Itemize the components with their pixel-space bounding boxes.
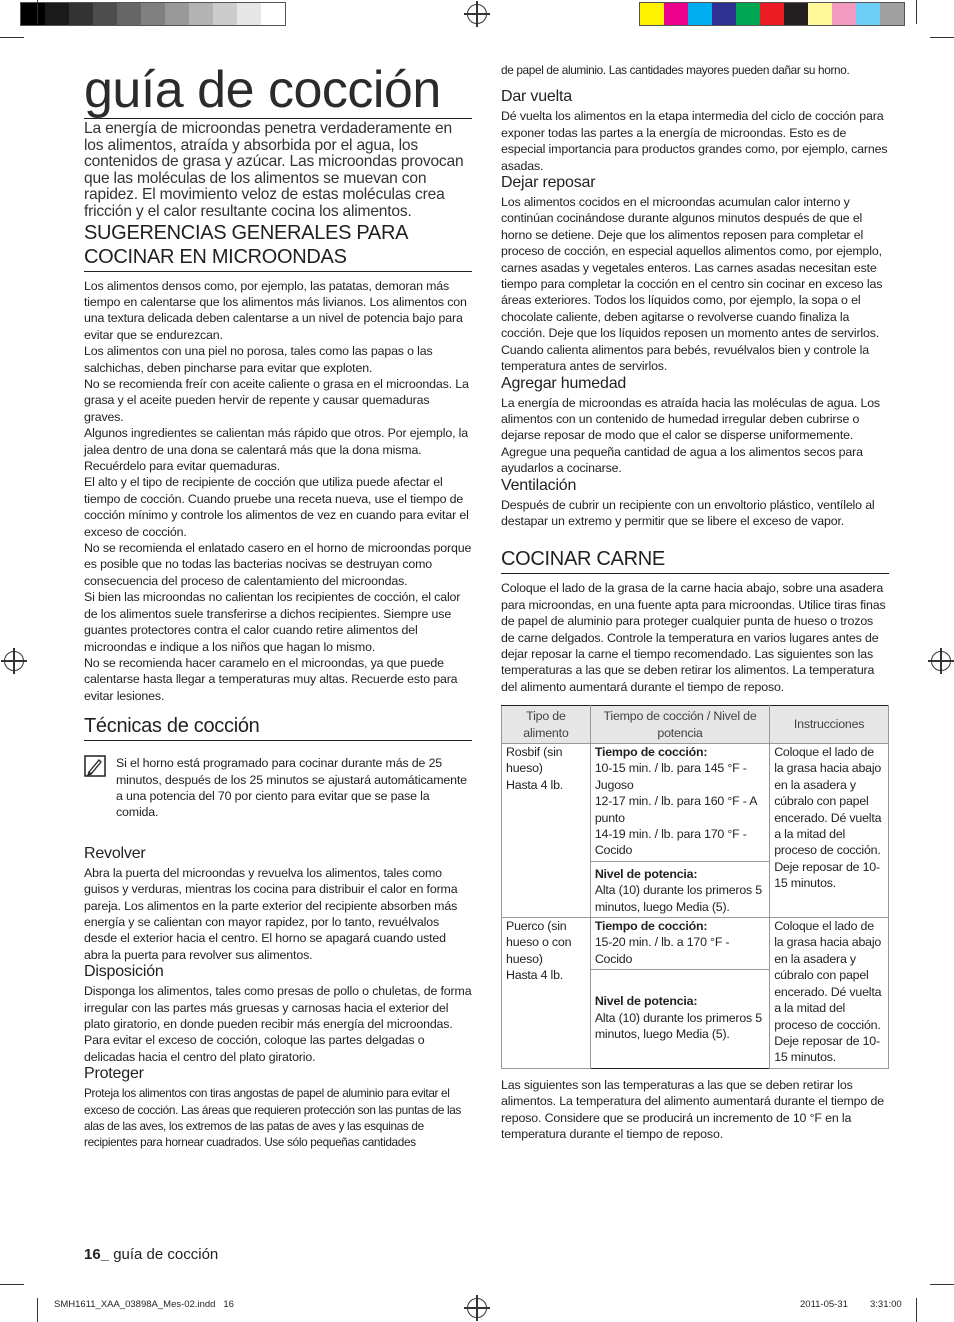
crop-mark bbox=[37, 0, 38, 24]
proteger-continued-text: de papel de aluminio. Las cantidades mayores pueden dañar su horno. bbox=[501, 63, 850, 77]
general-paragraph: Los alimentos densos como, por ejemplo, las patatas, demoran más tiempo en calentarse que los alimentos más livianos. Los alimentos con una textura delicada deben calentarse a un nivel de potencia bajo para evitar que se endurezcan. bbox=[84, 278, 467, 342]
calibration-swatch bbox=[237, 3, 261, 25]
dejar-reposar-heading: Dejar reposar bbox=[501, 174, 596, 192]
general-tips-body bbox=[84, 278, 472, 705]
calibration-swatch bbox=[856, 3, 880, 25]
left-column bbox=[84, 62, 472, 1151]
time-value: 15-20 min. / lb. a 170 °F - Cocido bbox=[594, 935, 730, 966]
power-value: Alta (10) durante los primeros 5 minutos, luego Media (5). bbox=[594, 1010, 762, 1042]
calibration-swatch bbox=[189, 3, 213, 25]
calibration-swatch bbox=[640, 3, 664, 25]
meat-intro: Coloque el lado de la grasa de la carne hacia abajo, sobre una asadera para microondas, en una fuente apta para microondas. Utilice tiras finas de papel de aluminio para proteger cualquier punta de hueso o trozos de carne delgados. Controle la temperatura en varios lugares antes de dejar reposar la carne el tiempo recomendado. Las siguientes son las temperaturas a las que se deben retirar los alimentos. La temperatura del alimento aumentará durante el tiempo de reposo. bbox=[501, 581, 886, 694]
calibration-swatch bbox=[165, 3, 189, 25]
gray-calibration-bar bbox=[20, 2, 286, 26]
dar-vuelta-text: Dé vuelta los alimentos en la etapa intermedia del ciclo de cocción para exponer todas las partes a la energía de microondas. Esto es de especial importancia para productos grandes como, por ejemplo, carnes asadas. bbox=[501, 109, 888, 173]
power-cell bbox=[590, 861, 769, 917]
slug-time: 3:31:00 bbox=[870, 1299, 902, 1310]
right-column bbox=[501, 62, 889, 1142]
general-paragraph: No se recomienda el enlatado casero en el horno de microondas porque es posible que no todas las bacterias nocivas se destruyan como consecuencia del proceso de calentamiento del microondas. bbox=[84, 541, 472, 588]
general-tips-heading: SUGERENCIAS GENERALES PARA COCINAR EN MICROONDAS bbox=[84, 221, 472, 272]
food-cell: Rosbif (sin hueso) Hasta 4 lb. bbox=[502, 744, 591, 918]
time-value: 10-15 min. / lb. para 145 °F - Jugoso 12-17 min. / lb. para 160 °F - A punto 14-19 min. / lb. para 170 °F - Cocido bbox=[594, 761, 757, 858]
note-pencil-icon bbox=[84, 755, 106, 777]
calibration-swatch bbox=[45, 3, 69, 25]
crop-mark bbox=[0, 37, 24, 38]
instructions-cell: Coloque el lado de la grasa hacia abajo en la asadera y cúbralo con papel encerado. Dé vuelta a la mitad del proceso de cocción. Deje reposar de 10-15 minutos. bbox=[770, 918, 889, 1069]
techniques-heading: Técnicas de cocción bbox=[84, 714, 472, 741]
calibration-swatch bbox=[808, 3, 832, 25]
ventilacion-heading: Ventilación bbox=[501, 476, 577, 494]
general-paragraph: El alto y el tipo de recipiente de cocción que utiliza puede afectar el tiempo de cocción. Cuando pruebe una receta nueva, use el tiempo de cocción mínimo y controle los alimentos de vez en cuando para evitar el exceso de cocción. bbox=[84, 475, 469, 539]
calibration-swatch bbox=[784, 3, 808, 25]
meat-heading: COCINAR CARNE bbox=[501, 547, 889, 574]
crop-mark bbox=[930, 1284, 954, 1285]
registration-mark-icon bbox=[467, 1298, 487, 1318]
general-paragraph: Los alimentos con una piel no porosa, tales como las papas o las salchichas, deben pincharse para evitar que exploten. bbox=[84, 344, 433, 375]
time-label: Tiempo de cocción: bbox=[594, 745, 708, 759]
proteger-text: Proteja los alimentos con tiras angostas de papel de aluminio para evitar el exceso de cocción. Las áreas que requieren protección son las puntas de las alas de las aves, los extremos de las patas de aves y las esquinas de recipientes para hornear cuadrados. Use sólo pequeñas cantidades bbox=[84, 1086, 462, 1150]
instructions-cell: Coloque el lado de la grasa hacia abajo en la asadera y cúbralo con papel encerado. Dé vuelta a la mitad del proceso de cocción. Deje reposar de 10-15 minutos. bbox=[770, 744, 889, 918]
calibration-swatch bbox=[736, 3, 760, 25]
meat-cooking-table bbox=[501, 705, 889, 1069]
calibration-swatch bbox=[664, 3, 688, 25]
table-header: Instrucciones bbox=[770, 706, 889, 744]
calibration-swatch bbox=[261, 3, 285, 25]
crop-mark bbox=[930, 37, 954, 38]
power-value: Alta (10) durante los primeros 5 minutos, luego Media (5). bbox=[594, 883, 762, 914]
color-calibration-bar bbox=[639, 2, 905, 26]
food-cell: Puerco (sin hueso o con hueso) Hasta 4 lb. bbox=[502, 918, 591, 1069]
calibration-swatch bbox=[213, 3, 237, 25]
calibration-swatch bbox=[712, 3, 736, 25]
calibration-swatch bbox=[69, 3, 93, 25]
calibration-swatch bbox=[117, 3, 141, 25]
general-paragraph: No se recomienda hacer caramelo en el microondas, ya que puede calentarse hasta llegar a temperaturas muy altas. Recuerde esto para evitar lesiones. bbox=[84, 655, 458, 703]
power-label: Nivel de potencia: bbox=[594, 866, 698, 881]
general-paragraph: Si bien las microondas no calientan los recipientes de cocción, el calor de los alimentos suele transferirse a dichos recipientes. Siempre use guantes protectores contra el calor cuando retire alimentos del microondas e indique a los niños que hagan lo mismo. bbox=[84, 590, 461, 654]
agregar-humedad-text: La energía de microondas es atraída hacia las moléculas de agua. Los alimentos con un contenido de humedad irregular deben cubrirse o dejarse reposar de modo que el calor se disperse uniformemente. Agregue una pequeña cantidad de agua a los alimentos secos para ayudarlos a cocinarse. bbox=[501, 395, 880, 476]
dejar-reposar-text: Los alimentos cocidos en el microondas acumulan calor interno y continúan cocinándose durante algunos minutos después de que el horno se detiene. Deje que los alimentos reposen para completar el proceso de cocción, en especial aquellos alimentos como, por ejemplo, carnes asadas y vegetales enteros. Las carnes asadas necesitan este tiempo para completar la cocción en el centro sin cocinar en exceso las áreas exteriores. Todos los líquidos como, por ejemplo, la sopa o el chocolate caliente, deben agitarse o revolverse cuando finaliza la cocción. Deje que los líquidos reposen un momento antes de servirlos. Cuando calienta alimentos para bebés, revuélvalos bien y controle la temperatura antes de servirlos. bbox=[501, 195, 883, 374]
calibration-swatch bbox=[760, 3, 784, 25]
slug-filename: SMH1611_XAA_03898A_Mes-02.indd 16 bbox=[54, 1299, 234, 1310]
meat-after-text: Las siguientes son las temperaturas a las que se deben retirar los alimentos. La temperatura del alimento aumentará durante el tiempo de reposo. Considere que se producirá un incremento de 10 °F en la temperatura durante el tiempo de reposo. bbox=[501, 1077, 884, 1141]
general-paragraph: No se recomienda freír con aceite caliente o grasa en el microondas. La grasa y el aceite pueden hervir de repente y causar quemaduras graves. bbox=[84, 377, 469, 424]
revolver-heading: Revolver bbox=[84, 844, 146, 862]
slug-date: 2011-05-31 bbox=[800, 1299, 848, 1310]
general-paragraph: Algunos ingredientes se calientan más rápido que otros. Por ejemplo, la jalea dentro de una dona se calentará más que la dona misma. Recuérdelo para evitar quemaduras. bbox=[84, 426, 469, 474]
disposicion-text: Disponga los alimentos, tales como presas de pollo o chuletas, de forma irregular con las partes más gruesas y carnosas hacia el exterior del plato giratorio, en donde pueden recibir más energía del microondas. Para evitar el exceso de cocción, coloque las partes delgadas o delicadas hacia el centro del plato giratorio. bbox=[84, 984, 472, 1064]
calibration-swatch bbox=[141, 3, 165, 25]
note-text: Si el horno está programado para cocinar durante más de 25 minutos, después de los 25 minutos se ajustará automáticamente a una potencia del 70 por ciento para evitar que se pase la comida. bbox=[116, 756, 467, 820]
registration-mark-icon bbox=[467, 4, 487, 24]
crop-mark bbox=[916, 1298, 917, 1322]
calibration-swatch bbox=[93, 3, 117, 25]
time-cell bbox=[590, 918, 769, 970]
table-row bbox=[502, 918, 889, 970]
calibration-swatch bbox=[880, 3, 904, 25]
page-number: 16_ bbox=[84, 1246, 110, 1263]
table-header: Tipo de alimento bbox=[502, 706, 591, 744]
calibration-swatch bbox=[688, 3, 712, 25]
proteger-heading: Proteger bbox=[84, 1065, 144, 1083]
agregar-humedad-heading: Agregar humedad bbox=[501, 374, 627, 392]
calibration-swatch bbox=[832, 3, 856, 25]
revolver-text: Abra la puerta del microondas y revuelva los alimentos, tales como guisos y verduras, mientras los cocina para distribuir el calor en forma pareja. Los alimentos en la parte exterior del recipiente absorben más energía y se calientan con mayor rapidez, por lo tanto, revuélvalos desde el exterior hacia el centro. El horno se apagará cuando usted abra la puerta para revolver sus alimentos. bbox=[84, 865, 458, 962]
table-header-row bbox=[502, 706, 889, 744]
power-label: Nivel de potencia: bbox=[594, 994, 698, 1009]
crop-mark bbox=[37, 1298, 38, 1322]
table-header: Tiempo de cocción / Nivel de potencia bbox=[590, 706, 769, 744]
dar-vuelta-heading: Dar vuelta bbox=[501, 88, 572, 106]
time-cell bbox=[590, 744, 769, 862]
disposicion-heading: Disposición bbox=[84, 963, 164, 981]
crop-mark bbox=[916, 0, 917, 24]
page-title: guía de cocción bbox=[84, 62, 472, 119]
crop-mark bbox=[0, 1284, 24, 1285]
ventilacion-text: Después de cubrir un recipiente con un envoltorio plástico, ventílelo al destapar un extremo y permitir que se libere el exceso de vapor. bbox=[501, 497, 875, 528]
calibration-swatch bbox=[21, 3, 45, 25]
registration-mark-icon bbox=[4, 651, 24, 671]
intro-paragraph: La energía de microondas penetra verdaderamente en los alimentos, atraída y absorbida por el agua, los contenidos de grasa y azúcar. Las microondas provocan que las moléculas de los alimentos se muevan con rapidez. El movimiento veloz de estas moléculas crea fricción y el calor resultante cocina los alimentos. bbox=[84, 120, 464, 220]
note-box bbox=[84, 755, 472, 821]
footer-section: guía de cocción bbox=[109, 1246, 219, 1263]
registration-mark-icon bbox=[931, 651, 951, 671]
table-row bbox=[502, 744, 889, 862]
page-footer bbox=[84, 1246, 218, 1263]
time-label: Tiempo de cocción: bbox=[594, 919, 708, 934]
power-cell bbox=[590, 970, 769, 1068]
